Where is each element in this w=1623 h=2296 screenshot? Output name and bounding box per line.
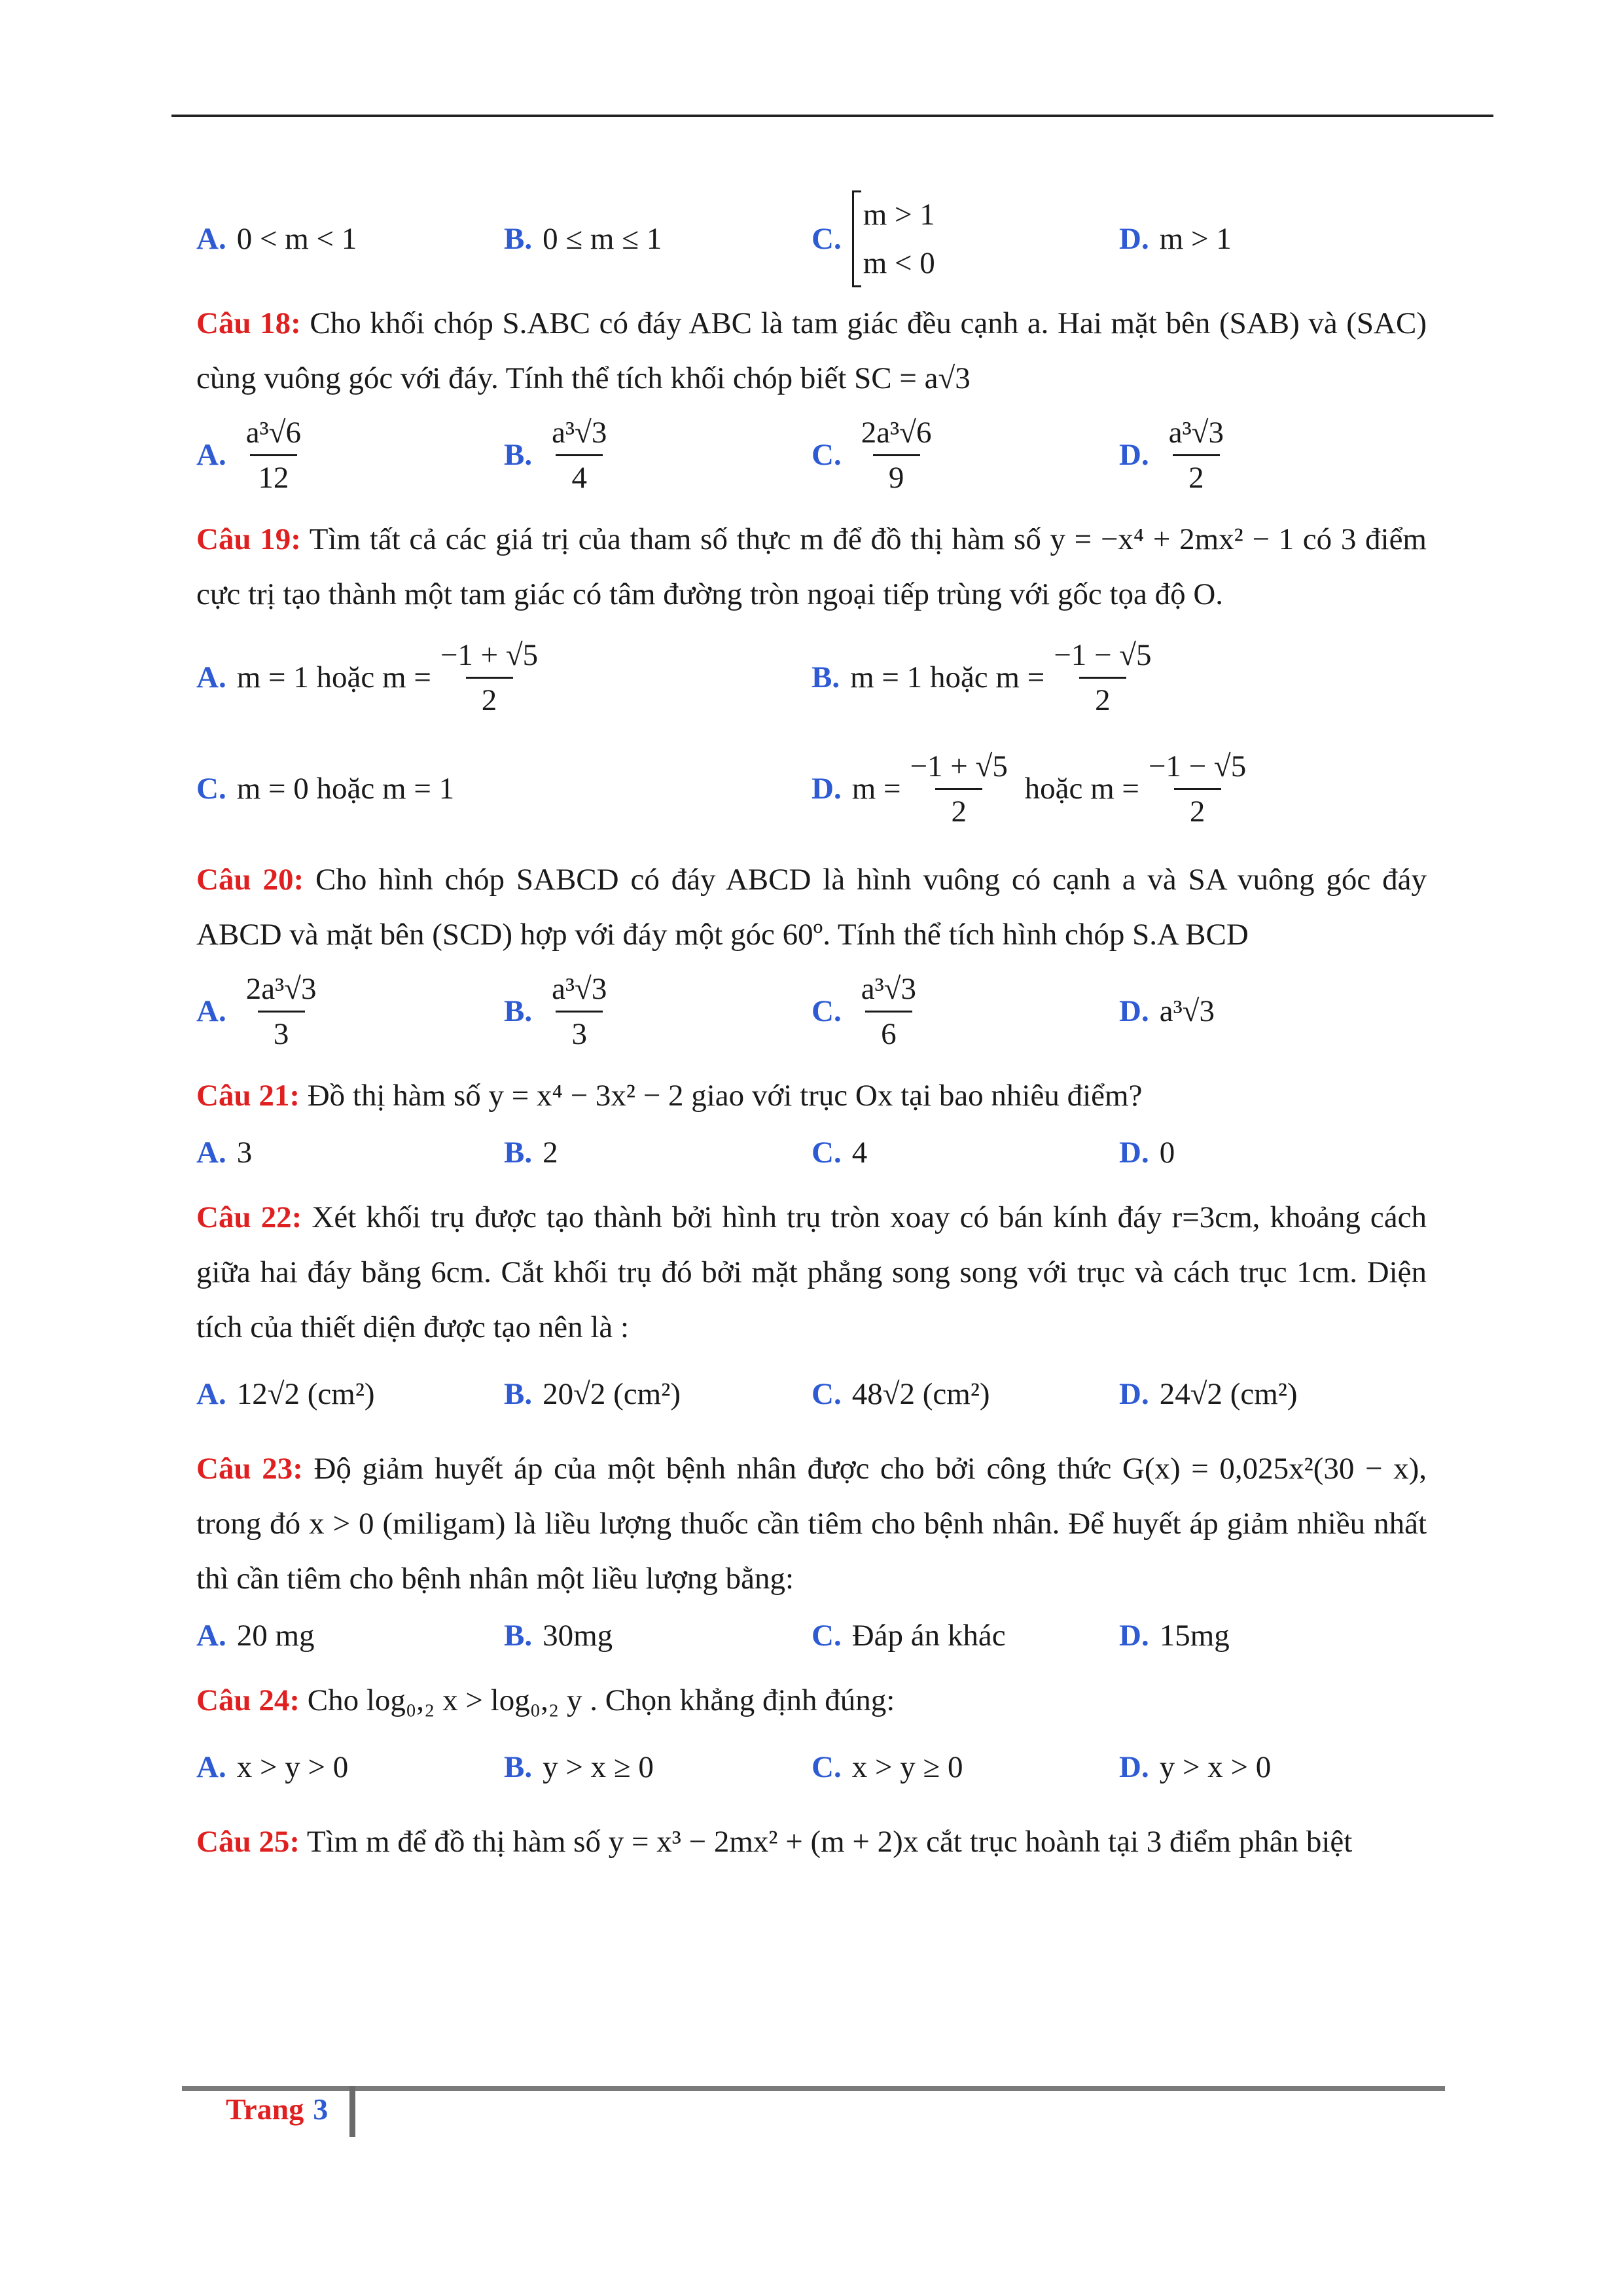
fraction: $\frac{-1 + √5}{2}$ xyxy=(910,749,1008,829)
fraction: $\frac{\text{2a³√6}}{9}$ xyxy=(861,415,932,495)
fraction: $\frac{\text{2a³√3}}{3}$ xyxy=(245,971,317,1051)
question-23: Câu 23: Độ giảm huyết áp của một bệnh nhân được cho bởi công thức G(x) = 0,025x²(30 − x), trong đó x > 0 (miligam) là liều lượng thuốc cần tiêm cho bệnh nhân. Để huyết áp giảm nhiều nhất thì cần tiêm cho bệnh nhân một liều lượng bằng: xyxy=(196,1452,1427,1596)
fraction: $\frac{\text{a³√3}}{4}$ xyxy=(552,415,607,495)
q19-options-cd xyxy=(196,733,1427,844)
q18-options xyxy=(196,406,1427,504)
q21-option-c[interactable]: C. 4 xyxy=(812,1136,868,1170)
question-18: Câu 18: Cho khối chóp S.ABC có đáy ABC là tam giác đều cạnh a. Hai mặt bên (SAB) và (SAC) cùng vuông góc với đáy. Tính thể tích khối chóp biết SC = a√3 xyxy=(196,306,1427,395)
page-footer: Trang 3 xyxy=(226,2092,329,2126)
question-24: Câu 24: Cho log₀,₂ x > log₀,₂ y . Chọn khẳng định đúng: xyxy=(196,1683,895,1717)
question-20: Câu 20: Cho hình chóp SABCD có đáy ABCD là hình vuông có cạnh a và SA vuông góc đáy ABCD và mặt bên (SCD) hợp với đáy một góc 60º. Tính thể tích hình chóp S.A BCD xyxy=(196,863,1427,952)
q19-option-c[interactable]: C. m = 0 hoặc m = 1 xyxy=(196,772,455,806)
question-19: Câu 19: Tìm tất cả các giá trị của tham số thực m để đồ thị hàm số y = −x⁴ + 2mx² − 1 có 3 điểm cực trị tạo thành một tam giác có tâm đường tròn ngoại tiếp trùng với gốc tọa độ O. xyxy=(196,522,1427,611)
q20-option-d[interactable]: D. a³√3 xyxy=(1119,994,1215,1028)
q21-option-b[interactable]: B. 2 xyxy=(504,1136,558,1170)
question-22: Câu 22: Xét khối trụ được tạo thành bởi hình trụ tròn xoay có bán kính đáy r=3cm, khoảng cách giữa hai đáy bằng 6cm. Cắt khối trụ đó bởi mặt phẳng song song với trục và cách trục 1cm. Diện tích của thiết diện được tạo nên là : xyxy=(196,1200,1427,1344)
q23-options xyxy=(196,1606,1427,1665)
q20-option-c[interactable]: C. $\frac{\text{a³√3}}{6}$ xyxy=(812,971,1119,1052)
q17-option-b[interactable]: B. 0 ≤ m ≤ 1 xyxy=(504,222,662,256)
footer-divider xyxy=(349,2086,355,2137)
q22-option-c[interactable]: C. 48√2 (cm²) xyxy=(812,1377,990,1411)
q19-option-d[interactable]: D. m = $\frac{-1 + √5}{2}$ hoặc m = $\frac{-1 - √5}{2}$ xyxy=(812,749,1427,829)
q17-option-c[interactable]: C. m > 1 m < 0 xyxy=(812,190,1119,287)
question-25: Câu 25: Tìm m để đồ thị hàm số y = x³ − 2mx² + (m + 2)x cắt trục hoành tại 3 điểm phân biệt xyxy=(196,1825,1353,1859)
fraction: $\frac{\text{a³√3}}{6}$ xyxy=(861,971,916,1051)
q21-option-a[interactable]: A. 3 xyxy=(196,1136,253,1170)
q18-option-b[interactable]: B. $\frac{\text{a³√3}}{4}$ xyxy=(504,415,812,495)
fraction: $\frac{-1 + √5}{2}$ xyxy=(440,637,539,717)
fraction: $\frac{\text{a³√3}}{3}$ xyxy=(552,971,607,1051)
q19-options-ab xyxy=(196,622,1427,733)
q22-option-b[interactable]: B. 20√2 (cm²) xyxy=(504,1377,681,1411)
q23-option-d[interactable]: D. 15mg xyxy=(1119,1619,1230,1653)
fraction: $\frac{-1 - √5}{2}$ xyxy=(1148,749,1247,829)
exam-page-body xyxy=(196,190,1427,1869)
q21-options xyxy=(196,1123,1427,1182)
q18-option-d[interactable]: D. $\frac{\text{a³√3}}{2}$ xyxy=(1119,415,1427,495)
q18-option-c[interactable]: C. $\frac{\text{2a³√6}}{9}$ xyxy=(812,415,1119,495)
header-rule xyxy=(171,115,1493,117)
footer-rule xyxy=(182,2086,1445,2091)
fraction: $\frac{\text{a³√6}}{12}$ xyxy=(245,415,301,495)
q24-option-d[interactable]: D. y > x > 0 xyxy=(1119,1750,1272,1784)
q23-option-c[interactable]: C. Đáp án khác xyxy=(812,1619,1006,1653)
q23-option-b[interactable]: B. 30mg xyxy=(504,1619,613,1653)
q20-options xyxy=(196,962,1427,1060)
q19-option-b[interactable]: B. m = 1 hoặc m = $\frac{-1 - √5}{2}$ xyxy=(812,637,1427,718)
q20-option-a[interactable]: A. $\frac{\text{2a³√3}}{3}$ xyxy=(196,971,504,1052)
q22-options xyxy=(196,1355,1427,1433)
q21-option-d[interactable]: D. 0 xyxy=(1119,1136,1175,1170)
q22-option-a[interactable]: A. 12√2 (cm²) xyxy=(196,1377,375,1411)
q24-options xyxy=(196,1728,1427,1806)
q23-option-a[interactable]: A. 20 mg xyxy=(196,1619,315,1653)
q24-option-c[interactable]: C. x > y ≥ 0 xyxy=(812,1750,963,1784)
q20-option-b[interactable]: B. $\frac{\text{a³√3}}{3}$ xyxy=(504,971,812,1052)
q24-option-a[interactable]: A. x > y > 0 xyxy=(196,1750,349,1784)
q24-option-b[interactable]: B. y > x ≥ 0 xyxy=(504,1750,654,1784)
q17-option-a[interactable]: A. 0 < m < 1 xyxy=(196,222,357,256)
q17-options xyxy=(196,190,1427,288)
question-21: Câu 21: Đồ thị hàm số y = x⁴ − 3x² − 2 giao với trục Ox tại bao nhiêu điểm? xyxy=(196,1079,1143,1113)
fraction: $\frac{\text{a³√3}}{2}$ xyxy=(1168,415,1224,495)
q18-option-a[interactable]: A. $\frac{\text{a³√6}}{12}$ xyxy=(196,415,504,495)
q17-option-d[interactable]: D. m > 1 xyxy=(1119,222,1232,256)
q17-option-c-system: m > 1 m < 0 xyxy=(852,190,935,287)
page-number: 3 xyxy=(313,2092,329,2126)
q22-option-d[interactable]: D. 24√2 (cm²) xyxy=(1119,1377,1298,1411)
q19-option-a[interactable]: A. m = 1 hoặc m = $\frac{-1 + √5}{2}$ xyxy=(196,637,812,718)
fraction: $\frac{-1 - √5}{2}$ xyxy=(1054,637,1152,717)
